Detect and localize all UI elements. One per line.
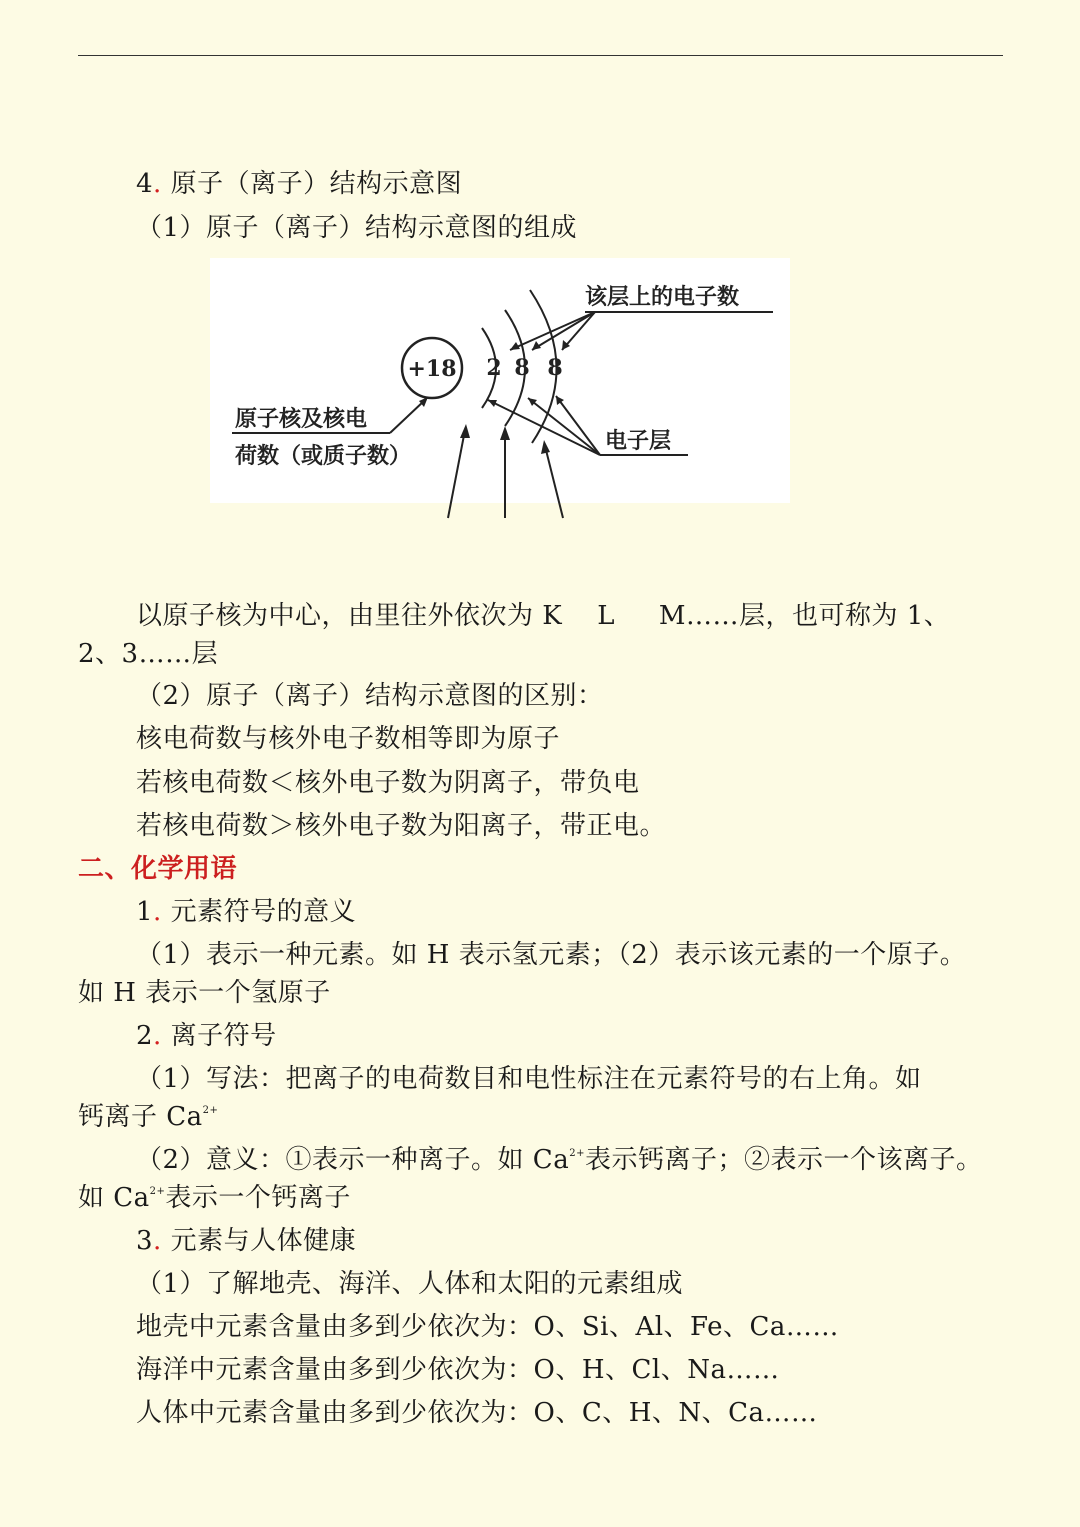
item-3-number: 3 [136, 1226, 154, 1256]
crust-elements: 地壳中元素含量由多到少依次为：O、Si、Al、Fe、Ca…… [136, 1312, 839, 1342]
shell-1-count: 2 [486, 355, 502, 381]
ocean-elements: 海洋中元素含量由多到少依次为：O、H、Cl、Na…… [136, 1355, 780, 1385]
item-3-title: 元素与人体健康 [170, 1226, 357, 1256]
paragraph-shells-line1: 以原子核为中心，由里往外依次为 K L M……层，也可称为 1、 [136, 601, 951, 631]
meaning-pre: （2）意义：①表示一种离子。如 Ca [136, 1145, 570, 1175]
meaning2-pre: 如 Ca [78, 1183, 150, 1213]
item-1-title: 元素符号的意义 [170, 897, 357, 927]
section-chemistry-terms-title: 二、化学用语 [78, 854, 238, 884]
item-1-line2: 如 H 表示一个氢原子 [78, 978, 331, 1008]
label-electron-shell: 电子层 [605, 429, 672, 454]
item-1-number: 1 [136, 897, 154, 927]
item-2-write-line2 [78, 1100, 218, 1134]
item-2-dot: . [153, 1021, 162, 1051]
section-4-number: 4 [136, 169, 154, 199]
item-2-heading [136, 1019, 277, 1053]
item-3-dot: . [153, 1226, 162, 1256]
label-electron-count: 该层上的电子数 [585, 285, 740, 310]
item-1-line1: （1）表示一种元素。如 H 表示氢元素；（2）表示该元素的一个原子。 [136, 940, 967, 970]
meaning-post: 表示钙离子；②表示一个该离子。 [584, 1145, 983, 1175]
shell-3-count: 8 [547, 355, 563, 381]
atom-diagram-svg [210, 258, 790, 503]
section-4-heading [136, 167, 462, 201]
section-4-sub2: （2）原子（离子）结构示意图的区别： [136, 681, 604, 711]
meaning2-post: 表示一个钙离子 [165, 1183, 351, 1213]
rule-cation: 若核电荷数＞核外电子数为阳离子，带正电。 [136, 811, 667, 841]
section-4-sub1: （1）原子（离子）结构示意图的组成 [136, 213, 578, 243]
shell-2-count: 8 [514, 355, 530, 381]
item-3-sub1: （1）了解地壳、海洋、人体和太阳的元素组成 [136, 1269, 684, 1299]
section-4-title: 原子（离子）结构示意图 [170, 169, 463, 199]
item-2-meaning-line2 [78, 1181, 351, 1215]
paragraph-shells-line2: 2、3……层 [78, 639, 219, 669]
item-2-title: 离子符号 [170, 1021, 277, 1051]
atom-structure-diagram [210, 258, 790, 503]
label-nucleus-line1: 原子核及核电 [235, 407, 368, 432]
human-body-elements: 人体中元素含量由多到少依次为：O、C、H、N、Ca…… [136, 1398, 818, 1428]
ion-charge: 2+ [569, 1148, 585, 1159]
rule-atom: 核电荷数与核外电子数相等即为原子 [136, 724, 561, 754]
ion-charge: 2+ [202, 1105, 219, 1116]
calcium-ion-text: 钙离子 Ca [78, 1102, 203, 1132]
item-2-number: 2 [136, 1021, 154, 1051]
nucleus-charge: +18 [407, 356, 457, 382]
label-nucleus-line2: 荷数（或质子数） [235, 444, 412, 469]
item-3-heading [136, 1224, 356, 1258]
item-1-heading [136, 895, 356, 929]
item-1-dot: . [153, 897, 162, 927]
ion-charge: 2+ [149, 1186, 166, 1197]
item-2-meaning-line1 [136, 1143, 982, 1177]
header-rule [78, 55, 1003, 56]
item-2-write-line1: （1）写法：把离子的电荷数目和电性标注在元素符号的右上角。如 [136, 1064, 922, 1094]
rule-anion: 若核电荷数＜核外电子数为阴离子，带负电 [136, 768, 640, 798]
section-4-dot: . [153, 169, 162, 199]
